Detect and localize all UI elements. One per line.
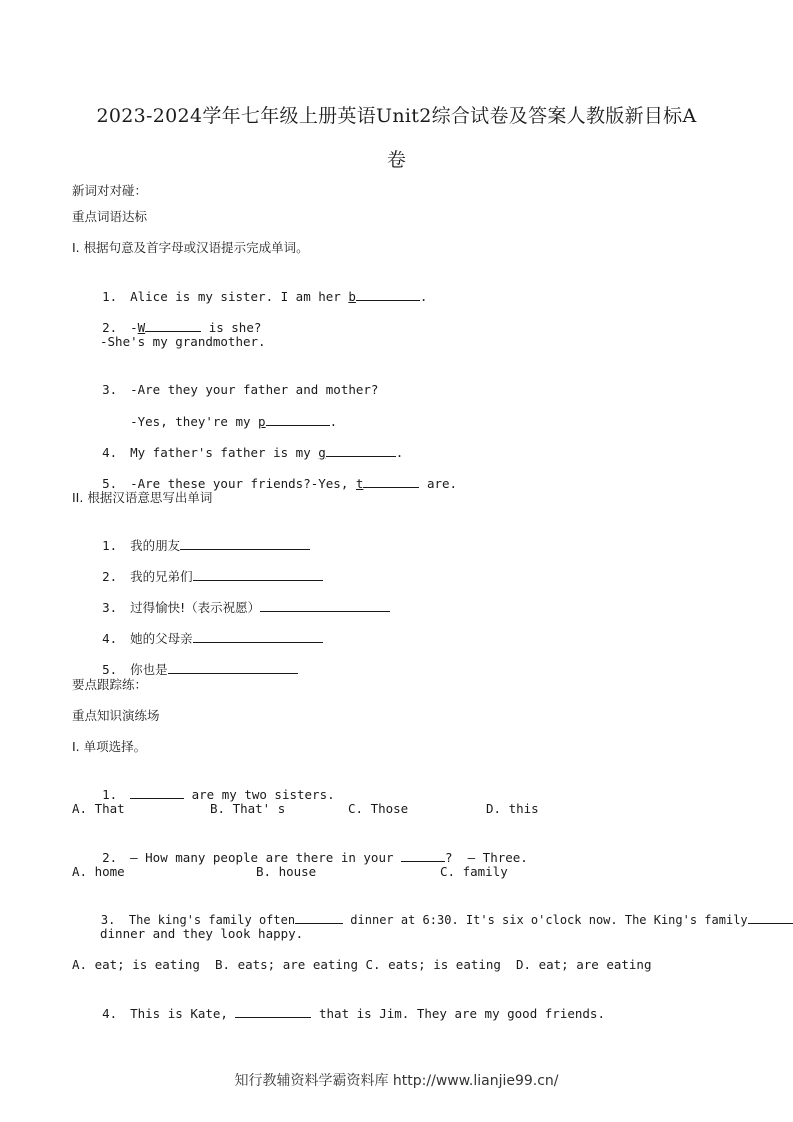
question-item: 2. — How many people are there in your ? — Three. [102, 850, 528, 865]
option-a[interactable]: A. home [72, 864, 125, 879]
option-a[interactable]: A. That [72, 801, 125, 816]
question-item: 1. 我的朋友 [72, 521, 310, 570]
answer-blank[interactable] [363, 475, 419, 488]
answer-blank[interactable] [748, 911, 793, 924]
section-heading: 重点知识演练场 [72, 708, 160, 723]
question-continuation: dinner and they look happy. [100, 926, 304, 941]
question-item: 4. My father's father is my g . [102, 445, 404, 460]
question-item: 3. The king's family often dinner at 6:30. It's six o'clock now. The King's family [72, 895, 793, 944]
answer-blank[interactable] [180, 537, 310, 550]
question-item: 3. -Are they your father and mother? [102, 382, 379, 397]
option-b[interactable]: B. That' s [210, 801, 286, 816]
question-item: 3. 过得愉快!（表示祝愿） [72, 583, 390, 632]
question-item: 1. are my two sisters. [102, 787, 335, 802]
answer-blank[interactable] [266, 413, 330, 426]
part-heading: I. 根据句意及首字母或汉语提示完成单词。 [72, 240, 309, 255]
answer-blank[interactable] [168, 661, 298, 674]
answer-blank[interactable] [193, 630, 323, 643]
option-d[interactable]: D. this [486, 801, 539, 816]
question-item: 5. -Are these your friends?-Yes, t are. [102, 476, 458, 491]
section-heading: 要点跟踪练： [72, 677, 148, 692]
question-item: 1. Alice is my sister. I am her b . [102, 289, 428, 304]
question-item: 2. 我的兄弟们 [72, 552, 323, 601]
answer-blank[interactable] [145, 319, 201, 332]
answer-blank[interactable] [260, 599, 390, 612]
document-title: 2023-2024学年七年级上册英语Unit2综合试卷及答案人教版新目标A [96, 105, 697, 127]
question-item: 5. 你也是 [72, 645, 298, 694]
answer-blank[interactable] [401, 849, 445, 862]
section-heading: 重点词语达标 [72, 209, 148, 224]
part-heading: II. 根据汉语意思写出单词 [72, 490, 213, 505]
answer-blank[interactable] [326, 444, 396, 457]
option-c[interactable]: C. family [440, 864, 508, 879]
question-item: 4. This is Kate, that is Jim. They are my good friends. [102, 1006, 605, 1021]
option-c[interactable]: C. Those [348, 801, 409, 816]
answer-blank[interactable] [356, 288, 420, 301]
document-title-cont: 卷 [386, 149, 407, 171]
question-item: 4. 她的父母亲 [72, 614, 323, 663]
question-item: 2. -W is she? [102, 320, 262, 335]
answer-blank[interactable] [130, 786, 184, 799]
answer-blank[interactable] [235, 1005, 311, 1018]
question-continuation: -She's my grandmother. [100, 334, 266, 349]
question-continuation: -Yes, they're my p . [130, 414, 338, 429]
answer-blank[interactable] [193, 568, 323, 581]
option-list[interactable]: A. eat; is eating B. eats; are eating C. eats; is eating D. eat; are eating [72, 957, 652, 972]
answer-blank[interactable] [295, 911, 343, 924]
footer-watermark: 知行教辅资料学霸资料库 http://www.lianjie99.cn/ [234, 1073, 559, 1089]
part-heading: I. 单项选择。 [72, 739, 147, 754]
option-b[interactable]: B. house [256, 864, 317, 879]
section-heading: 新词对对碰： [72, 183, 148, 198]
